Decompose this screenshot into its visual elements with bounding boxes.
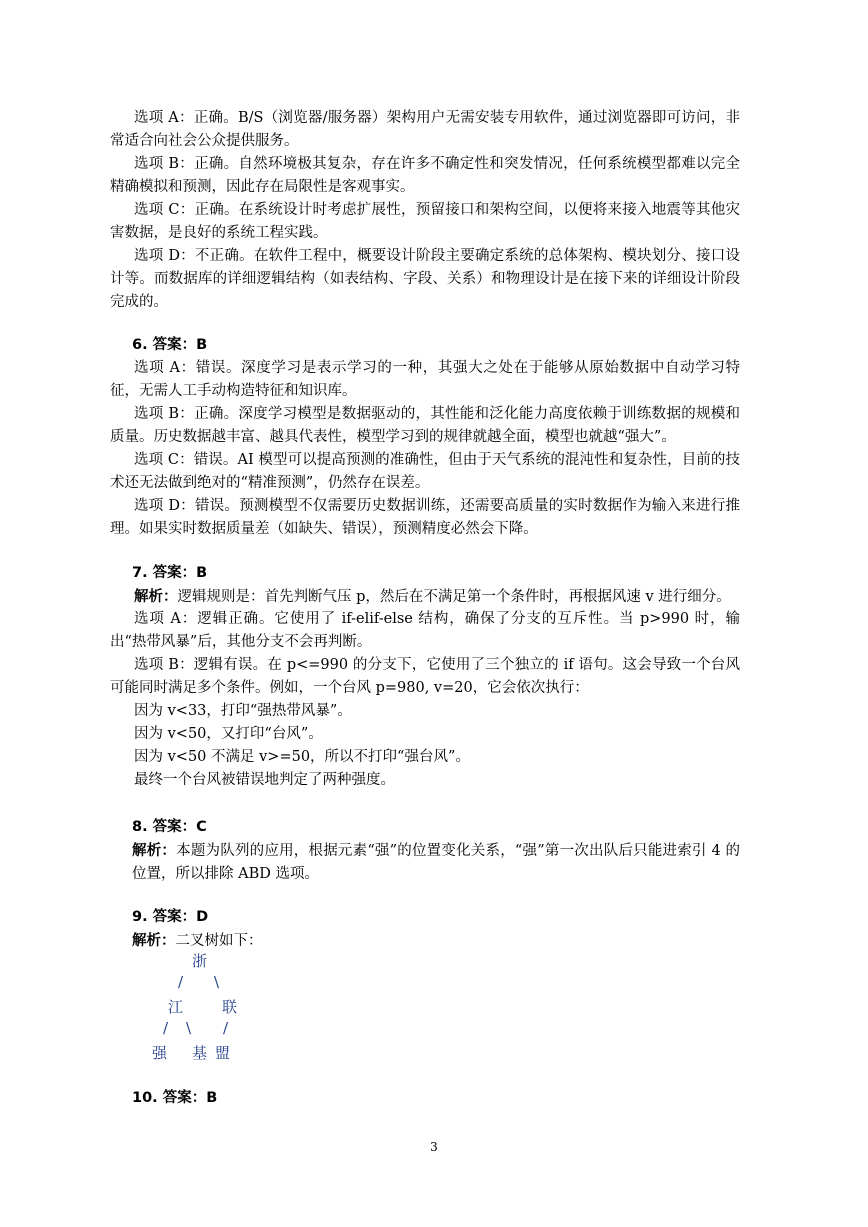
q8-analysis xyxy=(132,839,740,886)
tree-node-root: 浙 xyxy=(192,952,208,970)
tree-edge-root-left: / xyxy=(178,973,184,991)
q7-analysis-label: 解析： xyxy=(134,588,178,605)
q9-analysis-label: 解析： xyxy=(132,932,176,949)
q7-step-3: 因为 v<50 不满足 v>=50，所以不打印“强台风”。 xyxy=(134,749,470,765)
q7-analysis xyxy=(110,585,740,609)
q6-option-b: 选项 B：正确。深度学习模型是数据驱动的，其性能和泛化能力高度依赖于训练数据的规模和质量。历史数据越丰富、越具代表性，模型学习到的规律就越全面，模型也就越“强大”。 xyxy=(110,406,740,445)
q8-analysis-label: 解析： xyxy=(132,842,177,859)
tree-node-left-right: 基 xyxy=(192,1044,208,1062)
q7-step-1: 因为 v<33，打印“强热带风暴”。 xyxy=(134,703,352,719)
q8-heading: 8. 答案：C xyxy=(132,819,207,835)
q10-heading: 10. 答案：B xyxy=(132,1090,218,1106)
tree-node-left: 江 xyxy=(168,998,184,1016)
tree-node-left-left: 强 xyxy=(152,1044,168,1062)
q8-analysis-text: 本题为队列的应用，根据元素“强”的位置变化关系，“强”第一次出队后只能进索引 4 的位置，所以排除 ABD 选项。 xyxy=(132,843,741,882)
q7-option-a: 选项 A：逻辑正确。它使用了 if-elif-else 结构，确保了分支的互斥性。当 p>990 时，输出“热带风暴”后，其他分支不会再判断。 xyxy=(110,611,740,650)
q6-option-d: 选项 D：错误。预测模型不仅需要历史数据训练，还需要高质量的实时数据作为输入来进行推理。如果实时数据质量差（如缺失、错误），预测精度必然会下降。 xyxy=(110,498,740,537)
q7-step-2: 因为 v<50，又打印“台风”。 xyxy=(134,726,323,742)
q7-step-4: 最终一个台风被错误地判定了两种强度。 xyxy=(134,772,395,788)
tree-node-right: 联 xyxy=(222,998,238,1016)
q6-option-c: 选项 C：错误。AI 模型可以提高预测的准确性，但由于天气系统的混沌性和复杂性，目前的技术还无法做到绝对的“精准预测”，仍然存在误差。 xyxy=(110,452,740,491)
q5-option-c: 选项 C：正确。在系统设计时考虑扩展性，预留接口和架构空间，以便将来接入地震等其他灾害数据，是良好的系统工程实践。 xyxy=(110,202,740,241)
tree-edge-left-left: / xyxy=(163,1019,169,1037)
q6-option-a: 选项 A：错误。深度学习是表示学习的一种，其强大之处在于能够从原始数据中自动学习特征，无需人工手动构造特征和知识库。 xyxy=(110,360,740,399)
tree-node-right-left: 盟 xyxy=(215,1044,231,1062)
tree-edge-left-right: \ xyxy=(186,1019,192,1037)
tree-edge-right-left: / xyxy=(223,1019,229,1037)
q5-option-b: 选项 B：正确。自然环境极其复杂，存在许多不确定性和突发情况，任何系统模型都难以完全精确模拟和预测，因此存在局限性是客观事实。 xyxy=(110,156,740,195)
q9-heading: 9. 答案：D xyxy=(132,909,209,925)
q7-option-b: 选项 B：逻辑有误。在 p<=990 的分支下，它使用了三个独立的 if 语句。这会导致一个台风可能同时满足多个条件。例如，一个台风 p=980, v=20，它会依次执行： xyxy=(110,657,740,696)
q7-analysis-text: 逻辑规则是：首先判断气压 p，然后在不满足第一个条件时，再根据风速 v 进行细分。 xyxy=(177,589,731,605)
q6-heading: 6. 答案：B xyxy=(132,337,208,353)
q9-analysis-text: 二叉树如下： xyxy=(175,933,263,949)
q7-heading: 7. 答案：B xyxy=(132,565,208,581)
q5-option-d: 选项 D：不正确。在软件工程中，概要设计阶段主要确定系统的总体架构、模块划分、接口设计等。而数据库的详细逻辑结构（如表结构、字段、关系）和物理设计是在接下来的详细设计阶段完成的。 xyxy=(110,248,740,310)
tree-edge-root-right: \ xyxy=(214,973,220,991)
q5-option-a: 选项 A：正确。B/S（浏览器/服务器）架构用户无需安装专用软件，通过浏览器即可访问，非常适合向社会公众提供服务。 xyxy=(110,110,740,149)
page-number: 3 xyxy=(430,1140,438,1154)
